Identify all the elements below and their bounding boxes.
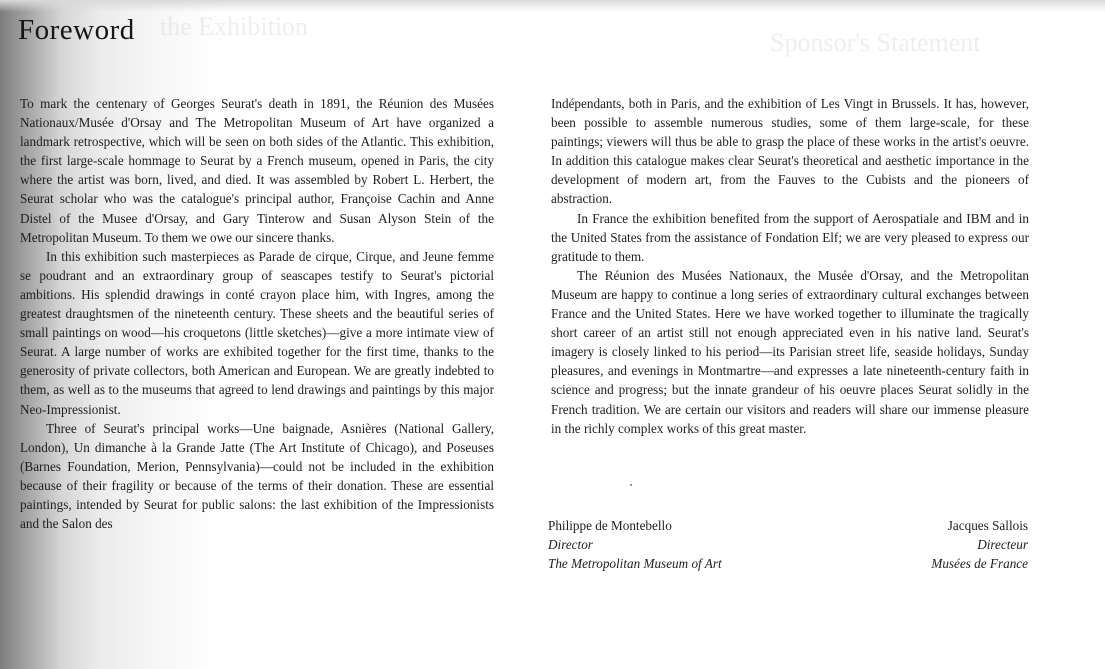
signer-organization: The Metropolitan Museum of Art xyxy=(548,556,722,571)
paragraph-5: In France the exhibition benefited from the support of Aerospatiale and IBM and in the United States from the assistance of Fondation Elf; we are very pleased to express our gratitude to them. xyxy=(551,210,1029,264)
paragraph-2: In this exhibition such masterpieces as Parade de cirque, Cirque, and Jeune femme se poudrant and an extraordinary group of seascapes testify to Seurat's pictorial ambitions. His splendid drawings in conté crayon place him, with Ingres, among the greatest draughtsmen of the nineteenth century. These sheets and the beautiful series of small paintings on wood—his croquetons (little sketches)—give a more intimate view of Seurat. A large number of works are exhibited together for the first time, thanks to the generosity of private collectors, both American and European. We are greatly indebted to them, as well as to the museums that agreed to lend drawings and paintings by this major Neo-Impressionist. xyxy=(20,248,494,417)
signer-name: Philippe de Montebello xyxy=(548,518,672,533)
right-text-column xyxy=(551,94,1029,438)
page-title: Foreword xyxy=(18,14,135,46)
paragraph-6: The Réunion des Musées Nationaux, the Musée d'Orsay, and the Metropolitan Museum are happy to continue a long series of extraordinary cultural exchanges between France and the United States. Here we have worked together to illuminate the tragically short career of an artist still not enough appreciated even in his native land. Seurat's imagery is closely linked to his period—its Parisian street life, seaside holidays, Sunday pleasures, and evenings in Montmartre—and expresses a late nineteenth-century faith in science and progress; but the innate grandeur of his oeuvre places Seurat solidly in the French tradition. We are certain our visitors and readers will share our immense pleasure in the richly complex works of this great master. xyxy=(551,267,1029,436)
ink-speck xyxy=(630,484,632,486)
paragraph-3: Three of Seurat's principal works—Une baignade, Asnières (National Gallery, London), Un dimanche à la Grande Jatte (The Art Institute of Chicago), and Poseuses (Barnes Foundation, Merion, Pennsylvania)—could not be included in the exhibition because of their fragility or because of the terms of their donation. These are essential paintings, intended by Seurat for public salons: the last exhibition of the Impressionists and the Salon des xyxy=(20,420,494,532)
signer-organization: Musées de France xyxy=(931,556,1028,571)
signature-block-left xyxy=(548,516,722,573)
bleed-through-heading-right: Sponsor's Statement xyxy=(770,28,981,57)
signer-name: Jacques Sallois xyxy=(947,518,1028,533)
paragraph-1: To mark the centenary of Georges Seurat's death in 1891, the Réunion des Musées Nationaux/Musée d'Orsay and The Metropolitan Museum of Art have organized a landmark retrospective, which will be seen on both sides of the Atlantic. This exhibition, the first large-scale hommage to Seurat by a French museum, opened in Paris, the city where the artist was born, lived, and died. It was assembled by Robert L. Herbert, the Seurat scholar who was the catalogue's principal author, Françoise Cachin and Anne Distel of the Musee d'Orsay, and Gary Tinterow and Susan Alyson Stein of the Metropolitan Museum. To them we owe our sincere thanks. xyxy=(20,96,494,245)
bleed-through-heading-left: the Exhibition xyxy=(160,12,309,41)
left-text-column xyxy=(20,94,494,533)
paragraph-4: Indépendants, both in Paris, and the exhibition of Les Vingt in Brussels. It has, however, been possible to assemble numerous studies, some of them large-scale, for these paintings; viewers will thus be able to grasp the place of these works in the artist's oeuvre. In addition this catalogue makes clear Seurat's theoretical and aesthetic importance in the development of modern art, from the Fauves to the Cubists and the pioneers of abstraction. xyxy=(551,96,1029,207)
signature-block-right xyxy=(870,516,1028,573)
signer-role: Directeur xyxy=(977,537,1028,552)
signer-role: Director xyxy=(548,537,593,552)
